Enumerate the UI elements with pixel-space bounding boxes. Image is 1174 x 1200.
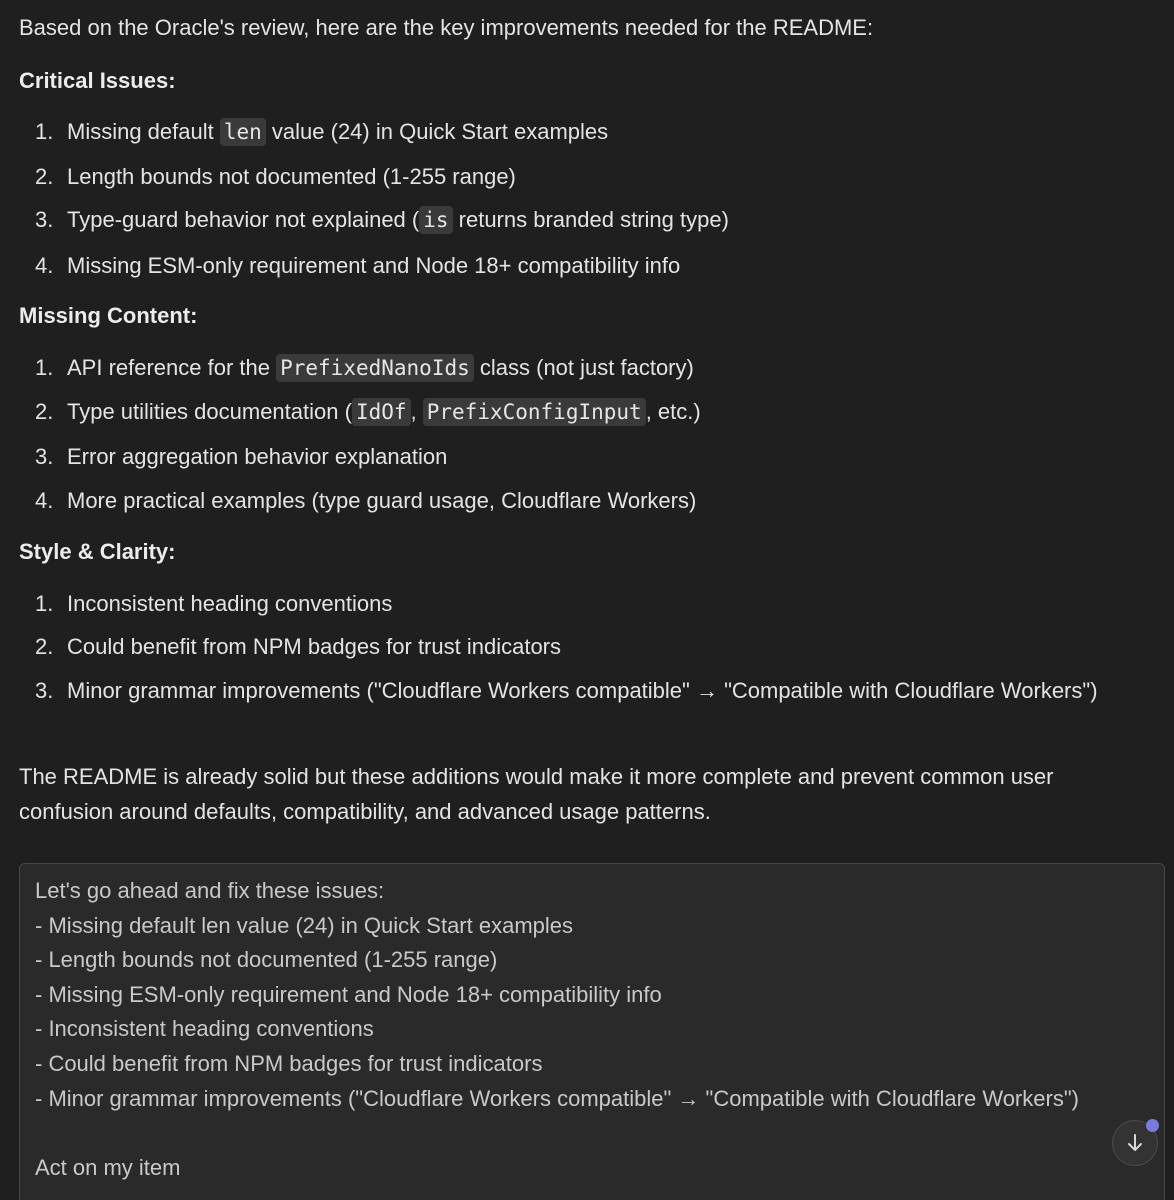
inline-code: PrefixedNanoIds [276, 354, 474, 382]
notification-dot-icon [1146, 1119, 1159, 1132]
list-item-text: Inconsistent heading conventions [67, 591, 393, 616]
list-item-text: Error aggregation behavior explanation [67, 444, 448, 469]
inline-code: len [220, 118, 266, 146]
list-item-text: Length bounds not documented (1-255 range) [67, 164, 516, 189]
list-item-text: Minor grammar improvements ("Cloudflare Workers compatible" → "Compatible with Cloudflare Workers") [67, 678, 1098, 703]
response-summary: The README is already solid but these additions would make it more complete and prevent common user confusion around defaults, compatibility, and advanced usage patterns. [19, 764, 1054, 824]
list-item-number: 2. [35, 164, 54, 189]
chat-input-box[interactable] [19, 863, 1165, 1200]
list-item-number: 2. [35, 634, 54, 659]
list-item-text: More practical examples (type guard usage, Cloudflare Workers) [67, 488, 697, 513]
list-item-text: Type-guard behavior not explained ( is returns branded string type) [67, 207, 729, 232]
chat-input-text[interactable]: Let's go ahead and fix these issues: - Missing default len value (24) in Quick Start examples - Length bounds not documented (1-255 range) - Missing ESM-only requirement and Node 18+ compatibility info - Inconsistent heading conventions - Could benefit from NPM badges for trust indicators - Minor grammar improvements ("Cloudflare Workers compatible" → "Compatible with Cloudflare Workers") Act on my item [35, 878, 1079, 1180]
list-item-text: Missing ESM-only requirement and Node 18+ compatibility info [67, 253, 681, 278]
list-item-number: 1. [35, 355, 54, 380]
inline-code: is [419, 206, 452, 234]
list-item-number: 3. [35, 678, 54, 703]
list-item-number: 1. [35, 591, 54, 616]
inline-code: IdOf [352, 398, 411, 426]
list-item-number: 3. [35, 444, 54, 469]
list-item-text: Missing default len value (24) in Quick Start examples [67, 119, 609, 144]
list-item-text: Could benefit from NPM badges for trust indicators [67, 634, 562, 659]
arrow-down-icon [1124, 1132, 1146, 1154]
list-item-text: Type utilities documentation ( IdOf , PrefixConfigInput , etc.) [67, 399, 701, 424]
section-heading-critical-issues: Critical Issues: [19, 68, 176, 93]
section-heading-missing-content: Missing Content: [19, 303, 198, 328]
list-item-text: API reference for the PrefixedNanoIds class (not just factory) [67, 355, 694, 380]
inline-code: PrefixConfigInput [423, 398, 646, 426]
response-intro: Based on the Oracle's review, here are the key improvements needed for the README: [19, 15, 874, 40]
list-item-number: 3. [35, 207, 54, 232]
list-item-number: 4. [35, 253, 54, 278]
list-item-number: 2. [35, 399, 54, 424]
list-item-number: 4. [35, 488, 54, 513]
section-heading-style-clarity: Style & Clarity: [19, 539, 176, 564]
list-item-number: 1. [35, 119, 54, 144]
